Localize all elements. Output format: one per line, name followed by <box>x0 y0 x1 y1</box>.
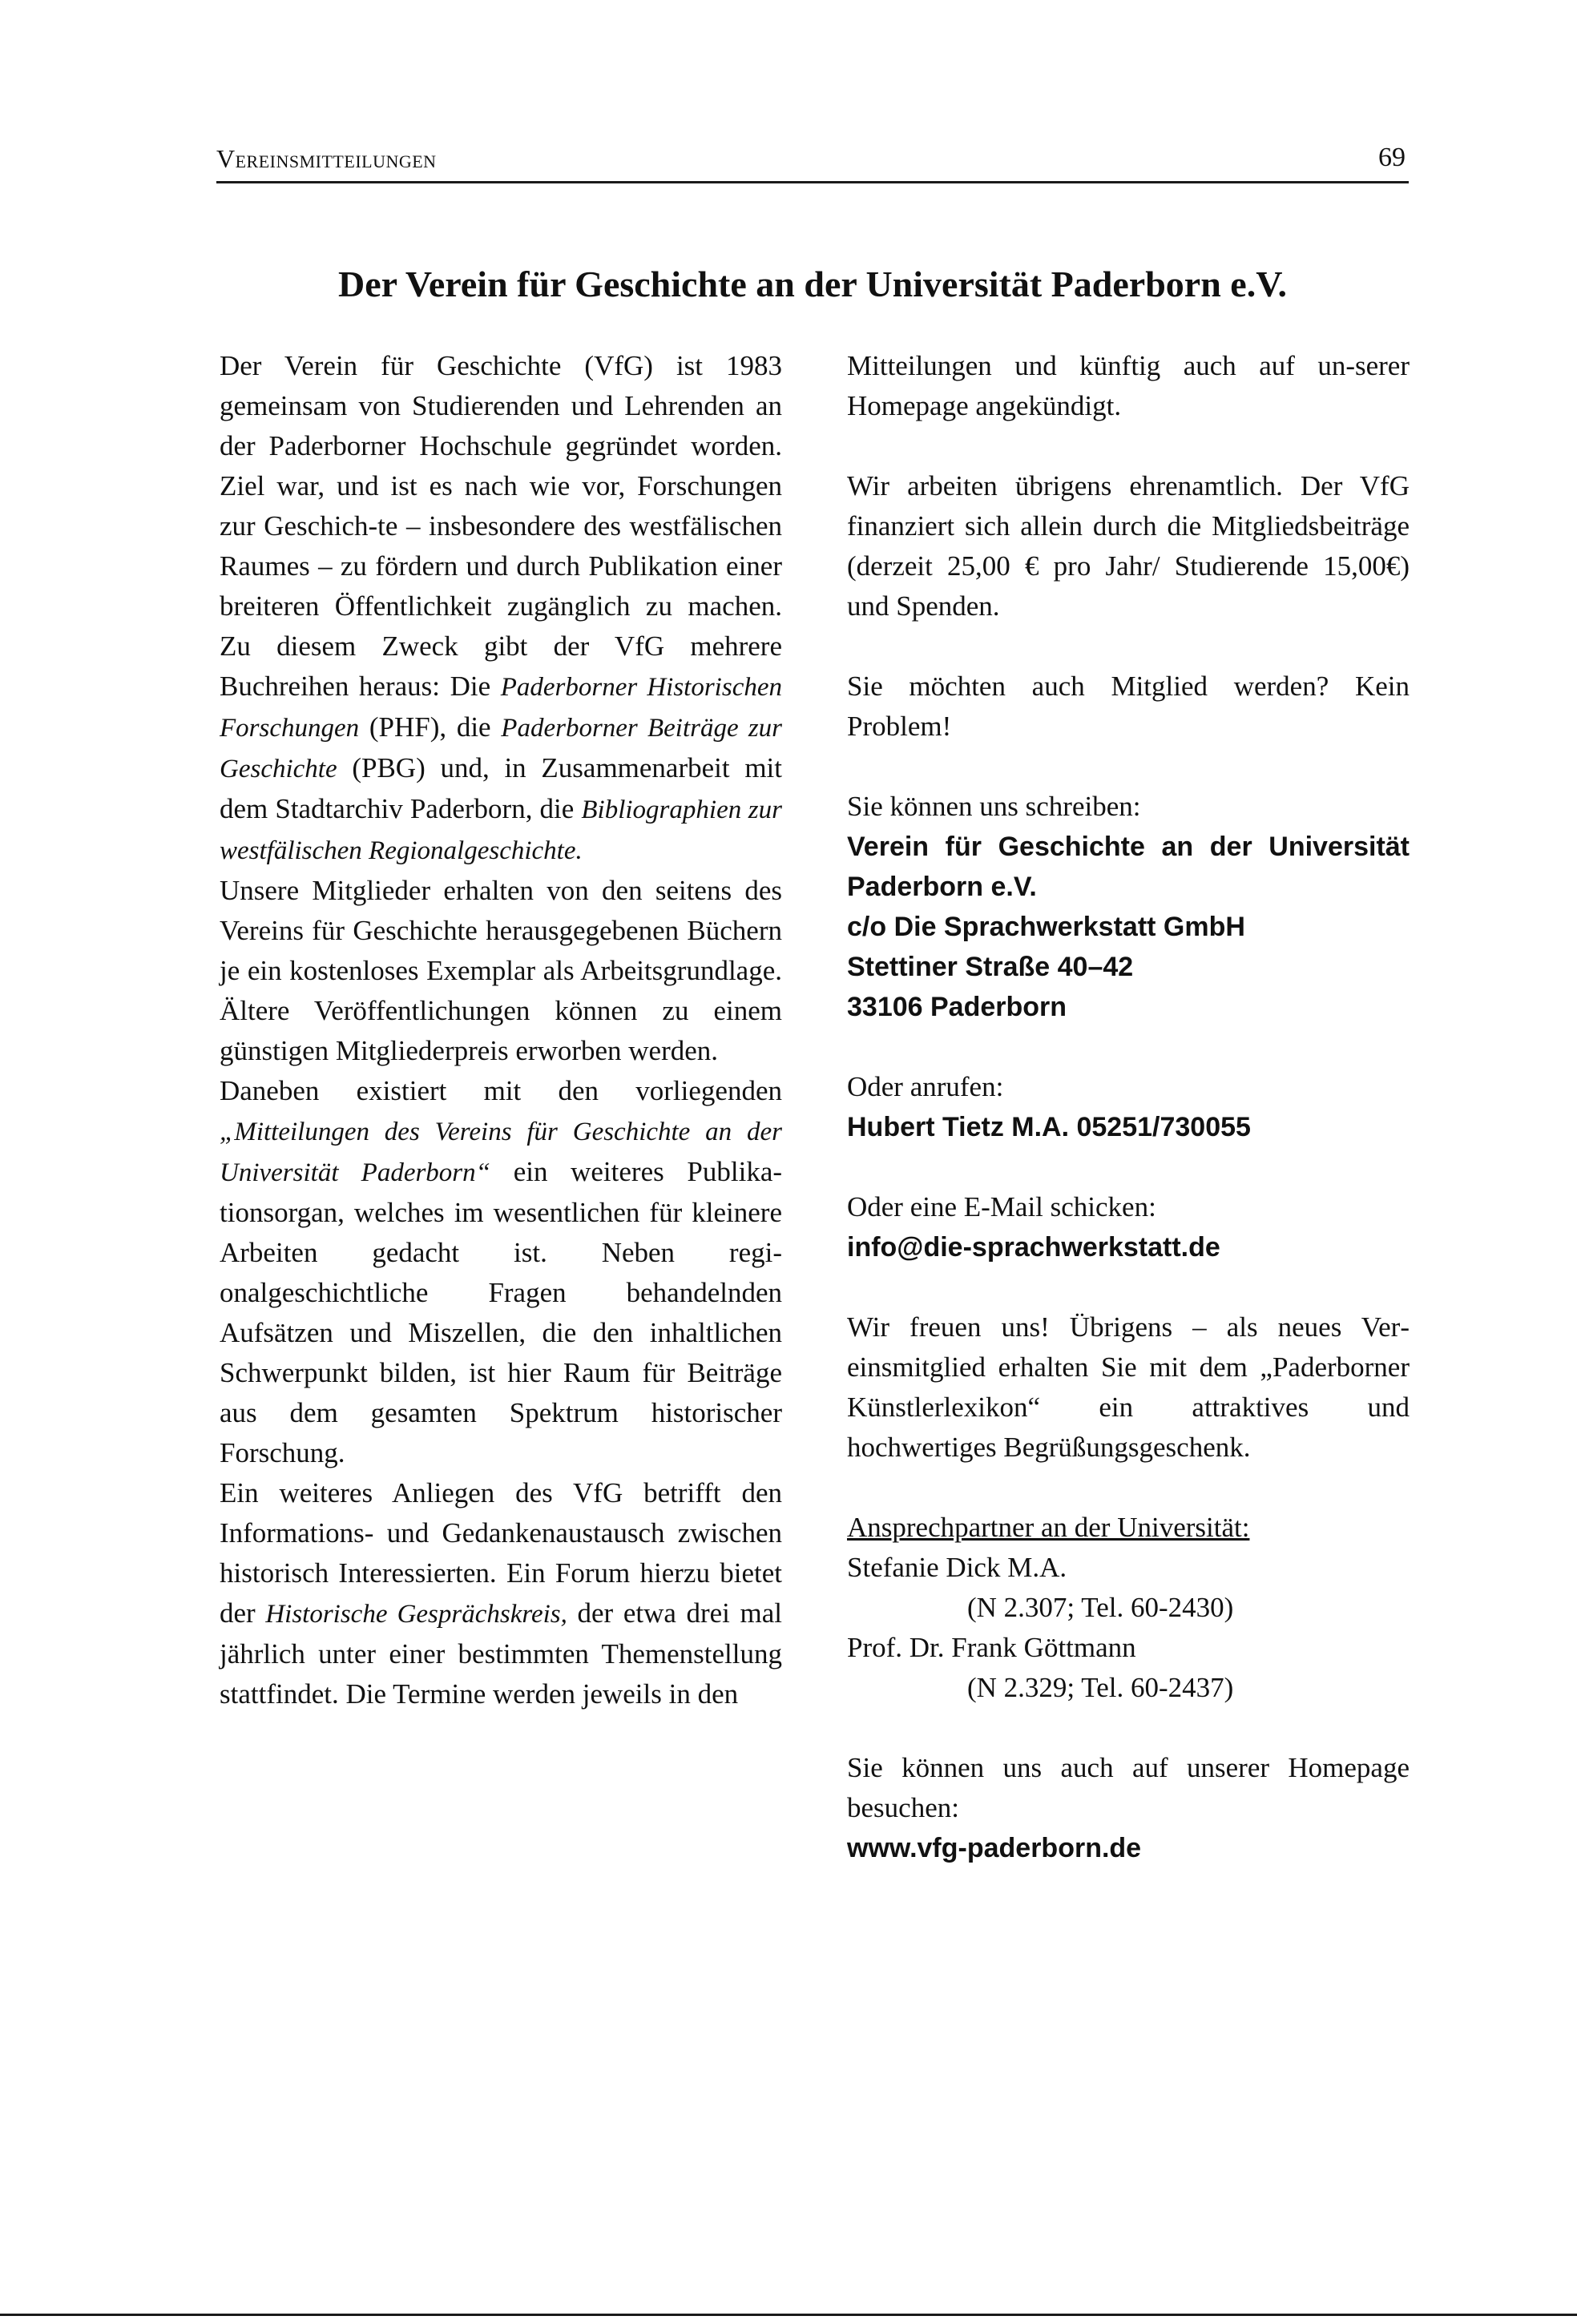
address-line-2: c/o Die Sprachwerkstatt GmbH <box>847 912 1245 942</box>
homepage-intro: Sie können uns auch auf unserer Homepage besuchen: <box>847 1752 1410 1823</box>
contact-1-name: Stefanie Dick M.A. <box>847 1552 1067 1583</box>
paragraph-homepage-announce: Mitteilungen und künftig auch auf un-serer Homepage angekündigt. <box>847 350 1410 421</box>
contact-2-detail: (N 2.329; Tel. 60-2437) <box>967 1672 1234 1703</box>
forum-title: Historische Gesprächskreis, <box>265 1600 567 1629</box>
address-line-1: Verein für Geschichte an der Universität Paderborn e.V. <box>847 832 1410 902</box>
university-contacts <box>847 1508 1410 1708</box>
paragraph-text: der etwa drei mal jährlich unter einer bestimmten Themenstellung stattfindet. Die Termine werden jeweils in den <box>220 1597 782 1710</box>
paragraph-history <box>220 346 782 871</box>
paragraph-text: (PHF), die <box>359 711 502 743</box>
contacts-heading: Ansprechpartner an der Universität: <box>847 1512 1250 1543</box>
phone-number: Hubert Tietz M.A. 05251/730055 <box>847 1112 1251 1142</box>
left-column <box>220 346 782 1714</box>
address-line-3: Stettiner Straße 40–42 <box>847 952 1134 982</box>
series-title-phf: Paderborner Historischen Forschungen <box>220 673 782 743</box>
journal-title: „Mitteilungen des Vereins für Geschichte an der Universität Paderborn“ <box>220 1118 782 1187</box>
contact-1-detail: (N 2.307; Tel. 60-2430) <box>967 1592 1234 1623</box>
paragraph-members: Unsere Mitglieder erhalten von den seitens des Vereins für Geschichte herausgegebenen Büchern je ein kostenloses Exemplar als Arbeitsgrundlage. Ältere Veröffentlichungen können zu einem günstigen Mitgliederpreis erworben werden. <box>220 875 782 1066</box>
series-title-bibliographien: Bibliographien zur westfälischen Regionalgeschichte. <box>220 795 782 865</box>
paragraph-forum <box>220 1473 782 1714</box>
homepage-block <box>847 1748 1410 1868</box>
paragraph-text: ein weiteres Publikationsorgan, welches im wesentlichen für kleinere Arbeiten gedacht ist. Neben regionalgeschichtliche Fragen behandelnden Aufsätzen und Miszellen, die den inhaltlichen Schwerpunkt bilden, ist hier Raum für Beiträge aus dem gesamten Spektrum historischer Forschung. <box>220 1156 783 1468</box>
page-number: 69 <box>1378 143 1406 172</box>
paragraph-text: (PBG) und, in Zusammenarbeit mit dem Stadtarchiv Paderborn, die <box>220 752 782 824</box>
write-intro: Sie können uns schreiben: <box>847 791 1141 822</box>
series-title-pbg: Paderborner Beiträge zur Geschichte <box>220 714 783 783</box>
article-title: Der Verein für Geschichte an der Universität Paderborn e.V. <box>338 264 1287 304</box>
running-title: Vereinsmitteilungen <box>216 144 437 173</box>
right-column <box>847 346 1410 1908</box>
paragraph-membership: Sie möchten auch Mitglied werden? Kein Problem! <box>847 671 1410 742</box>
paragraph-text: Der Verein für Geschichte (VfG) ist 1983 gemeinsam von Studierenden und Lehrenden an der Paderborner Hochschule gegründet worden. Ziel war, und ist es nach wie vor, Forschungen zur Geschich-te – insbesondere des westfälischen Raumes – zu fördern und durch Publikation einer breiteren Öffentlichkeit zugänglich zu machen. Zu diesem Zweck gibt der VfG mehrere Buchreihen heraus: Die <box>220 350 782 702</box>
contact-address-block <box>847 787 1410 1027</box>
call-intro: Oder anrufen: <box>847 1071 1004 1102</box>
paragraph-mitteilungen <box>220 1071 782 1473</box>
contact-phone-block <box>847 1067 1410 1147</box>
paragraph-volunteer: Wir arbeiten übrigens ehrenamtlich. Der VfG finanziert sich allein durch die Mitgliedsbeiträge (derzeit 25,00 € pro Jahr/ Studierende 15,00€) und Spenden. <box>847 470 1410 622</box>
paragraph-text: Ein weiteres Anliegen des VfG betrifft den Informations- und Gedankenaustausch zwischen historisch Interessierten. Ein Forum hierzu bietet der <box>220 1477 782 1629</box>
bottom-rule <box>0 2314 1577 2316</box>
paragraph-welcome-gift: Wir freuen uns! Übrigens – als neues Vereinsmitglied erhalten Sie mit dem „Paderborner Künstlerlexikon“ ein attraktives und hochwertiges Begrüßungsgeschenk. <box>847 1311 1410 1463</box>
running-header <box>216 143 1409 183</box>
email-address[interactable]: info@die-sprachwerkstatt.de <box>847 1232 1220 1263</box>
contact-2-name: Prof. Dr. Frank Göttmann <box>847 1632 1136 1663</box>
contact-email-block <box>847 1187 1410 1267</box>
homepage-url[interactable]: www.vfg-paderborn.de <box>847 1833 1142 1863</box>
paragraph-text: Daneben existiert mit den vorliegenden <box>220 1075 782 1106</box>
address-line-4: 33106 Paderborn <box>847 992 1067 1022</box>
mail-intro: Oder eine E-Mail schicken: <box>847 1191 1156 1222</box>
